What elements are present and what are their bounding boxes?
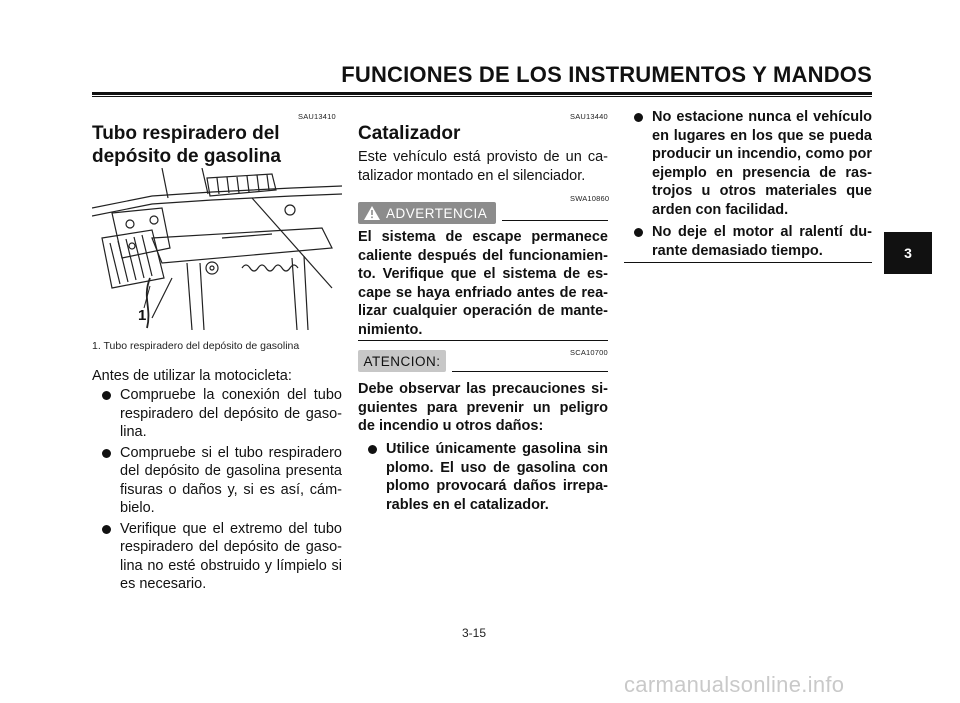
- warning-end-rule: [358, 340, 608, 341]
- list-item-text: Verifique que el extremo del tubo respiradero del depósito de gaso-lina no esté obstruido y límpielo si es necesario.: [120, 520, 342, 592]
- caution-list: [358, 440, 608, 514]
- warning-rule: [502, 220, 608, 221]
- caution-code: SCA10700: [570, 348, 608, 357]
- bullet-icon: [102, 391, 111, 400]
- list-item: [624, 108, 872, 219]
- bullet-icon: [102, 449, 111, 458]
- heading-line: Tubo respiradero del: [92, 123, 280, 144]
- list-item-text: No estacione nunca el vehículo en lugares en los que se pueda producir un incendio, como por ejemplo en presencia de ras-trojos u otros materiales que arden con facilidad.: [652, 109, 872, 218]
- check-list: [92, 386, 342, 594]
- list-item: [624, 223, 872, 260]
- intro-text: Antes de utilizar la motocicleta:: [92, 368, 292, 384]
- list-item-text: Compruebe la conexión del tubo respiradero del depósito de gaso-lina.: [120, 387, 342, 440]
- list-item: [92, 386, 342, 442]
- page-header-title: FUNCIONES DE LOS INSTRUMENTOS Y MANDOS: [341, 62, 872, 87]
- figure-caption: 1. Tubo respiradero del depósito de gasolina: [92, 340, 300, 352]
- section-code: SAU13410: [298, 112, 336, 121]
- header-rule: [92, 92, 872, 97]
- chapter-tab: 3: [884, 232, 932, 274]
- section-heading: Catalizador: [358, 123, 461, 144]
- warning-badge: [358, 202, 496, 224]
- section-intro: Este vehículo está provisto de un ca-talizador montado en el silenciador.: [358, 149, 608, 184]
- caution-text: Debe observar las precauciones si-guientes para prevenir un peligro de incendio u otros daños:: [358, 381, 608, 434]
- list-item: [358, 440, 608, 514]
- watermark: carmanualsonline.info: [624, 672, 845, 697]
- list-item-text: Compruebe si el tubo respiradero del depósito de gasolina presenta fisuras o daños y, si es así, cám-bielo.: [120, 444, 342, 516]
- caution-badge: ATENCION:: [358, 350, 446, 372]
- right-list: [624, 108, 872, 260]
- list-item-text: Utilice únicamente gasolina sin plomo. El uso de gasolina con plomo provocará daños irrepa-rables en el catalizador.: [386, 441, 608, 513]
- page-number: 3-15: [462, 626, 487, 640]
- bullet-icon: [102, 525, 111, 534]
- list-item: [92, 520, 342, 594]
- bullet-icon: [634, 113, 643, 122]
- bullet-icon: [368, 445, 377, 454]
- bullet-icon: [634, 228, 643, 237]
- list-item-text: No deje el motor al ralentí du-rante demasiado tiempo.: [652, 224, 872, 259]
- figure-callout: 1: [138, 307, 147, 324]
- warning-text: El sistema de escape permanece caliente después del funcionamien-to. Verifique que el sistema de es-cape se haya enfriado antes de rea-lizar cualquier operación de mante-nimiento.: [358, 229, 608, 338]
- section-code: SAU13440: [570, 112, 608, 121]
- list-item: [92, 444, 342, 518]
- caution-rule: [452, 371, 608, 372]
- breather-hose-illustration: [92, 168, 342, 330]
- warning-triangle-icon: [358, 202, 386, 224]
- warning-label: ADVERTENCIA: [386, 205, 488, 221]
- right-end-rule: [624, 262, 872, 263]
- heading-line: depósito de gasolina: [92, 146, 281, 167]
- section-heading: [92, 122, 342, 168]
- warning-code: SWA10860: [570, 194, 610, 203]
